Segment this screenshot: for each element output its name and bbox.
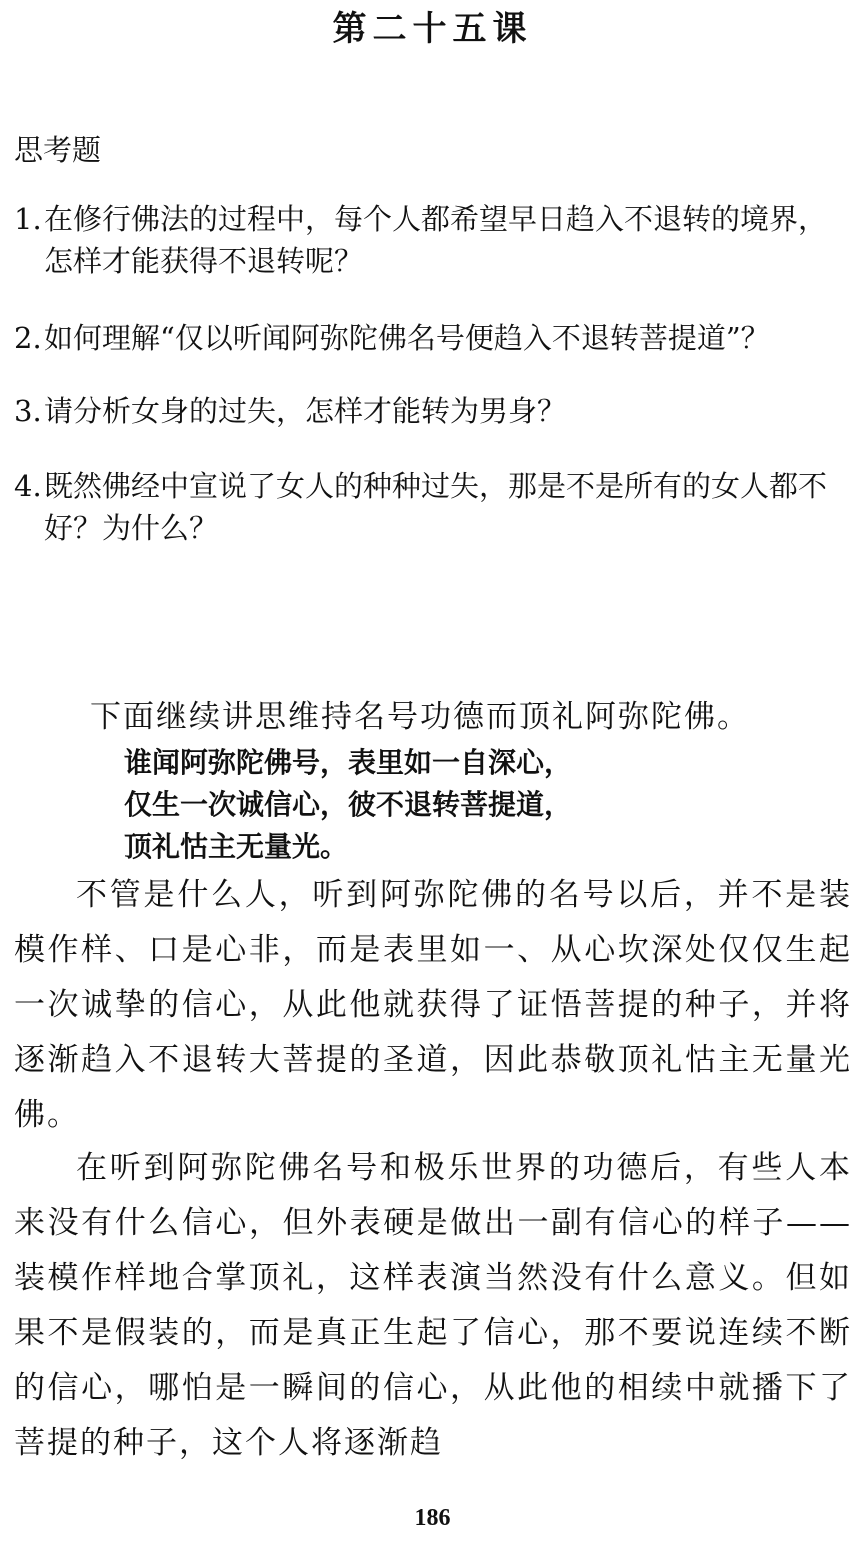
question-text: 如何理解“仅以听闻阿弥陀佛名号便趋入不退转菩提道”？ — [44, 321, 770, 355]
question-number: 3. — [14, 394, 42, 428]
section-label: 思考题 — [14, 133, 102, 167]
question-text: 既然佛经中宣说了女人的种种过失，那是不是所有的女人都不好？为什么？ — [44, 469, 828, 545]
question-item — [14, 317, 852, 359]
question-number: 1. — [14, 202, 42, 236]
lesson-title: 第二十五课 — [332, 9, 533, 49]
page-number: 186 — [414, 1505, 451, 1531]
commentary-paragraph: 在听到阿弥陀佛名号和极乐世界的功德后，有些人本来没有什么信心，但外表硬是做出一副有信心的样子——装模作样地合掌顶礼，这样表演当然没有什么意义。但如果不是假装的，而是真正生起了信心，那不要说连续不断的信心，哪怕是一瞬间的信心，从此他的相续中就播下了菩提的种子，这个人将逐渐趋 — [14, 1150, 852, 1461]
question-item — [14, 198, 852, 282]
question-number: 2. — [14, 321, 42, 355]
question-item — [14, 390, 852, 432]
commentary-paragraph: 不管是什么人，听到阿弥陀佛的名号以后，并不是装模作样、口是心非，而是表里如一、从心坎深处仅仅生起一次诚挚的信心，从此他就获得了证悟菩提的种子，并将逐渐趋入不退转大菩提的圣道，因此恭敬顶礼怙主无量光佛。 — [14, 877, 852, 1133]
intro-line: 下面继续讲思维持名号功德而顶礼阿弥陀佛。 — [90, 699, 750, 735]
question-text: 在修行佛法的过程中，每个人都希望早日趋入不退转的境界，怎样才能获得不退转呢？ — [44, 202, 828, 278]
question-text: 请分析女身的过失，怎样才能转为男身？ — [44, 394, 567, 428]
verse-block — [124, 742, 824, 868]
question-number: 4. — [14, 469, 42, 503]
question-item — [14, 465, 852, 549]
verse-line: 仅生一次诚信心，彼不退转菩提道， — [124, 788, 573, 821]
verse-line: 顶礼怙主无量光。 — [124, 830, 349, 863]
verse-line: 谁闻阿弥陀佛号，表里如一自深心， — [124, 746, 573, 779]
